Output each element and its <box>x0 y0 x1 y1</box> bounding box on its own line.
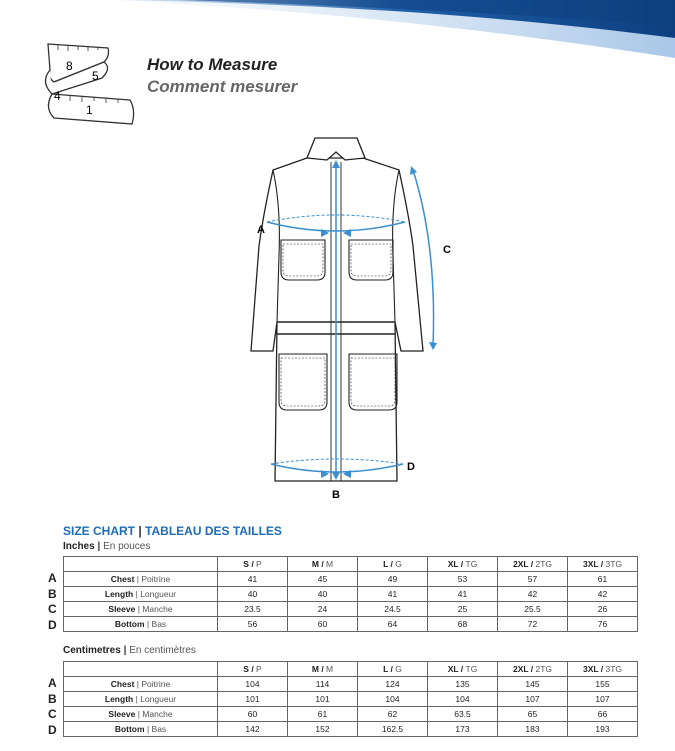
table-row <box>64 602 638 617</box>
measure-label-d: D <box>407 461 415 473</box>
value-cell: 155 <box>568 677 638 692</box>
size-fr: M <box>326 559 334 569</box>
measurement-en: Sleeve <box>108 604 136 614</box>
measurement-label-cell <box>64 677 218 692</box>
size-header-cell: M / M <box>288 662 358 677</box>
value-cell: 104 <box>218 677 288 692</box>
value-cell: 53 <box>428 572 498 587</box>
value-cell: 104 <box>428 692 498 707</box>
size-fr: M <box>326 664 334 674</box>
value-cell: 64 <box>358 617 428 632</box>
measurement-fr: Longueur <box>140 694 177 704</box>
value-cell: 107 <box>498 692 568 707</box>
measurement-en: Sleeve <box>108 709 136 719</box>
unit-heading-centimetres <box>63 645 196 656</box>
unit-heading-inches <box>63 541 150 552</box>
size-fr: 3TG <box>605 664 623 674</box>
measurement-label-cell <box>64 587 218 602</box>
measurement-label-cell <box>64 707 218 722</box>
size-table-centimetres <box>63 661 638 737</box>
header-cell-empty <box>64 557 218 572</box>
size-fr: P <box>256 664 262 674</box>
tape-number: 5 <box>92 69 99 83</box>
value-cell: 41 <box>358 587 428 602</box>
size-en: 2XL <box>512 664 529 674</box>
measurement-fr: Manche <box>142 709 173 719</box>
measurement-fr: Poitrine <box>141 574 171 584</box>
table-header-row <box>64 662 638 677</box>
size-chart-title-en: SIZE CHART <box>63 524 135 538</box>
value-cell: 41 <box>218 572 288 587</box>
separator: | <box>146 619 150 629</box>
size-table-inches <box>63 556 638 632</box>
measurement-label-cell <box>64 722 218 737</box>
measurement-en: Length <box>104 589 134 599</box>
value-cell: 24.5 <box>358 602 428 617</box>
page-heading <box>147 54 297 98</box>
value-cell: 42 <box>568 587 638 602</box>
size-fr: P <box>256 559 262 569</box>
unit-en: Inches <box>63 541 95 552</box>
measure-label-b: B <box>332 489 340 501</box>
measuring-tape-icon <box>40 38 140 130</box>
value-cell: 57 <box>498 572 568 587</box>
value-cell: 101 <box>218 692 288 707</box>
measurement-en: Bottom <box>114 619 145 629</box>
row-letters-inches <box>48 571 60 633</box>
row-letter: C <box>48 707 57 721</box>
value-cell: 162.5 <box>358 722 428 737</box>
size-header-cell: M / M <box>288 557 358 572</box>
measurement-fr: Bas <box>151 724 167 734</box>
table-row <box>64 617 638 632</box>
measurement-fr: Poitrine <box>141 679 171 689</box>
size-fr: TG <box>465 664 478 674</box>
row-letter: C <box>48 602 57 616</box>
size-fr: TG <box>465 559 478 569</box>
measurement-en: Bottom <box>114 724 145 734</box>
size-header-cell: S / P <box>218 557 288 572</box>
size-fr: G <box>395 664 402 674</box>
size-fr: 3TG <box>605 559 623 569</box>
size-en: S <box>243 664 249 674</box>
table-row <box>64 587 638 602</box>
size-fr: 2TG <box>535 664 553 674</box>
value-cell: 183 <box>498 722 568 737</box>
value-cell: 49 <box>358 572 428 587</box>
value-cell: 68 <box>428 617 498 632</box>
separator: | <box>137 604 140 614</box>
row-letter: A <box>48 571 57 585</box>
value-cell: 145 <box>498 677 568 692</box>
measure-label-a: A <box>257 224 265 236</box>
tape-number: 4 <box>54 89 61 103</box>
size-header-cell: S / P <box>218 662 288 677</box>
table-row <box>64 707 638 722</box>
row-letter: D <box>48 722 57 737</box>
value-cell: 142 <box>218 722 288 737</box>
size-en: M <box>311 559 319 569</box>
table-header-row <box>64 557 638 572</box>
value-cell: 42 <box>498 587 568 602</box>
size-en: XL <box>447 559 459 569</box>
size-header-cell: XL / TG <box>428 662 498 677</box>
measurement-label-cell <box>64 692 218 707</box>
measure-label-c: C <box>443 244 451 256</box>
separator: | <box>135 589 138 599</box>
measurement-en: Length <box>104 694 134 704</box>
value-cell: 61 <box>568 572 638 587</box>
value-cell: 60 <box>218 707 288 722</box>
value-cell: 25 <box>428 602 498 617</box>
size-en: 2XL <box>512 559 529 569</box>
separator: | <box>137 709 140 719</box>
value-cell: 56 <box>218 617 288 632</box>
row-letter: D <box>48 617 57 632</box>
size-header-cell: L / G <box>358 557 428 572</box>
separator: | <box>97 541 101 552</box>
size-en: XL <box>447 664 459 674</box>
size-header-cell: L / G <box>358 662 428 677</box>
value-cell: 63.5 <box>428 707 498 722</box>
measurement-fr: Longueur <box>140 589 177 599</box>
separator: | <box>135 694 138 704</box>
size-en: S <box>243 559 249 569</box>
size-header-cell: 2XL / 2TG <box>498 557 568 572</box>
size-header-cell: 3XL / 3TG <box>568 557 638 572</box>
size-chart-title-fr: TABLEAU DES TAILLES <box>145 524 282 538</box>
value-cell: 40 <box>218 587 288 602</box>
size-en: 3XL <box>582 664 599 674</box>
value-cell: 152 <box>288 722 358 737</box>
unit-en: Centimetres <box>63 645 121 656</box>
measurement-label-cell <box>64 617 218 632</box>
measurement-en: Chest <box>110 679 135 689</box>
value-cell: 26 <box>568 602 638 617</box>
separator: | <box>138 524 142 538</box>
value-cell: 60 <box>288 617 358 632</box>
unit-fr: En centimètres <box>129 645 196 656</box>
value-cell: 193 <box>568 722 638 737</box>
unit-fr: En pouces <box>103 541 151 552</box>
separator: | <box>146 724 150 734</box>
size-header-cell: 3XL / 3TG <box>568 662 638 677</box>
table-row <box>64 722 638 737</box>
title-english: How to Measure <box>147 55 278 74</box>
separator: | <box>136 574 139 584</box>
value-cell: 41 <box>428 587 498 602</box>
value-cell: 76 <box>568 617 638 632</box>
size-fr: G <box>395 559 402 569</box>
size-en: M <box>311 664 319 674</box>
value-cell: 114 <box>288 677 358 692</box>
separator: | <box>123 645 127 656</box>
size-header-cell: XL / TG <box>428 557 498 572</box>
lab-coat-diagram <box>245 136 465 504</box>
table-row <box>64 572 638 587</box>
value-cell: 61 <box>288 707 358 722</box>
measurement-fr: Bas <box>151 619 167 629</box>
measurement-fr: Manche <box>142 604 173 614</box>
value-cell: 25.5 <box>498 602 568 617</box>
value-cell: 24 <box>288 602 358 617</box>
table-row <box>64 692 638 707</box>
row-letter: B <box>48 691 57 706</box>
value-cell: 124 <box>358 677 428 692</box>
measurement-label-cell <box>64 602 218 617</box>
measurement-label-cell <box>64 572 218 587</box>
value-cell: 135 <box>428 677 498 692</box>
value-cell: 65 <box>498 707 568 722</box>
title-french: Comment mesurer <box>147 77 298 96</box>
size-en: 3XL <box>582 559 599 569</box>
row-letter: A <box>48 676 57 690</box>
size-header-cell: 2XL / 2TG <box>498 662 568 677</box>
size-en: L <box>383 559 389 569</box>
value-cell: 173 <box>428 722 498 737</box>
value-cell: 40 <box>288 587 358 602</box>
value-cell: 66 <box>568 707 638 722</box>
size-fr: 2TG <box>535 559 553 569</box>
table-row <box>64 677 638 692</box>
header-cell-empty <box>64 662 218 677</box>
row-letters-centimetres <box>48 676 60 738</box>
value-cell: 45 <box>288 572 358 587</box>
row-letter: B <box>48 586 57 601</box>
size-chart-title <box>63 524 282 538</box>
value-cell: 104 <box>358 692 428 707</box>
size-en: L <box>383 664 389 674</box>
value-cell: 107 <box>568 692 638 707</box>
tape-number: 1 <box>86 103 93 117</box>
value-cell: 72 <box>498 617 568 632</box>
measurement-en: Chest <box>110 574 135 584</box>
value-cell: 101 <box>288 692 358 707</box>
tape-number: 8 <box>66 59 73 73</box>
value-cell: 23.5 <box>218 602 288 617</box>
separator: | <box>136 679 139 689</box>
value-cell: 62 <box>358 707 428 722</box>
